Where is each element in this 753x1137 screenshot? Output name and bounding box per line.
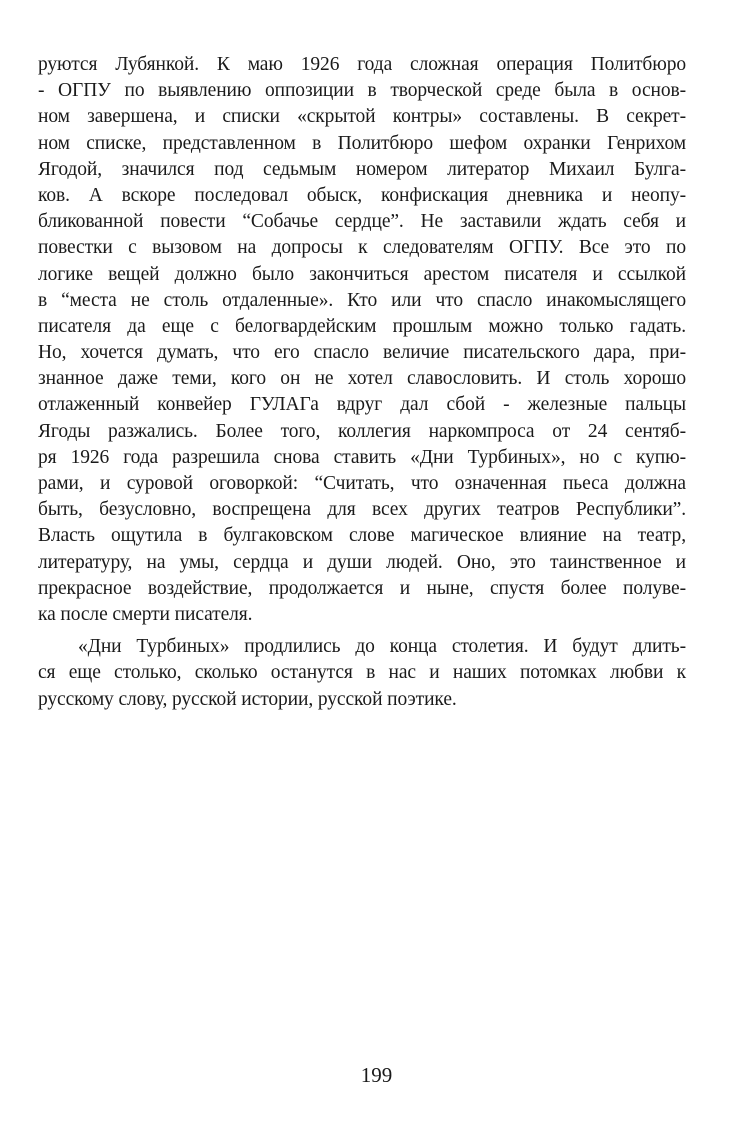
page-number: 199 <box>360 1063 393 1087</box>
text-line: бликованной повести “Собачье сердце”. Не заставили ждать себя и <box>38 211 686 233</box>
body-text <box>38 52 686 713</box>
text-line: рами, и суровой оговоркой: “Считать, что означенная пьеса должна <box>38 473 686 494</box>
text-line: Ягодой, значился под седьмым номером литератор Михаил Булга- <box>38 158 686 180</box>
text-line: Но, хочется думать, что его спасло величие писательского дара, при- <box>38 342 686 364</box>
text-line: прекрасное воздействие, продолжается и ныне, спустя более полуве- <box>38 577 686 599</box>
text-line: литературу, на умы, сердца и души людей. Оно, это таинственное и <box>38 551 686 573</box>
text-line: русскому слову, русской истории, русской поэтике. <box>38 688 457 710</box>
text-line: писателя да еще с белогвардейским прошлым можно только гадать. <box>38 315 686 337</box>
paragraph-2 <box>38 634 686 713</box>
text-line: ка после смерти писателя. <box>38 603 253 625</box>
text-line: быть, безусловно, воспрещена для всех других театров Республики”. <box>38 499 686 521</box>
paragraph-1 <box>38 52 686 628</box>
text-line: - ОГПУ по выявлению оппозиции в творческой среде была в основ- <box>38 80 686 102</box>
text-line: отлаженный конвейер ГУЛАГа вдруг дал сбой - железные пальцы <box>38 394 686 416</box>
text-line: ном завершена, и списки «скрытой контры» составлены. В секрет- <box>38 106 686 128</box>
text-line: в “места не столь отдаленные». Кто или что спасло инакомыслящего <box>38 289 686 311</box>
text-line: знанное даже теми, кого он не хотел славословить. И столь хорошо <box>38 368 686 390</box>
text-line: ря 1926 года разрешила снова ставить «Дни Турбиных», но с купю- <box>38 446 686 468</box>
text-line: повестки с вызовом на допросы к следователям ОГПУ. Все это по <box>38 237 686 259</box>
text-line: Ягоды разжались. Более того, коллегия наркомпроса от 24 сентяб- <box>38 420 686 442</box>
text-line: руются Лубянкой. К маю 1926 года сложная операция Политбюро <box>38 54 686 75</box>
text-line: ся еще столько, сколько останутся в нас и наших потомках любви к <box>38 662 686 684</box>
text-line: логике вещей должно было закончиться арестом писателя и ссылкой <box>38 263 686 285</box>
text-line: ном списке, представленном в Политбюро шефом охранки Генрихом <box>38 132 686 154</box>
text-line: Власть ощутила в булгаковском слове магическое влияние на театр, <box>38 525 686 547</box>
text-line: ков. А вскоре последовал обыск, конфискация дневника и неопу- <box>38 184 686 206</box>
text-line: «Дни Турбиных» продлились до конца столетия. И будут длить- <box>78 636 686 658</box>
